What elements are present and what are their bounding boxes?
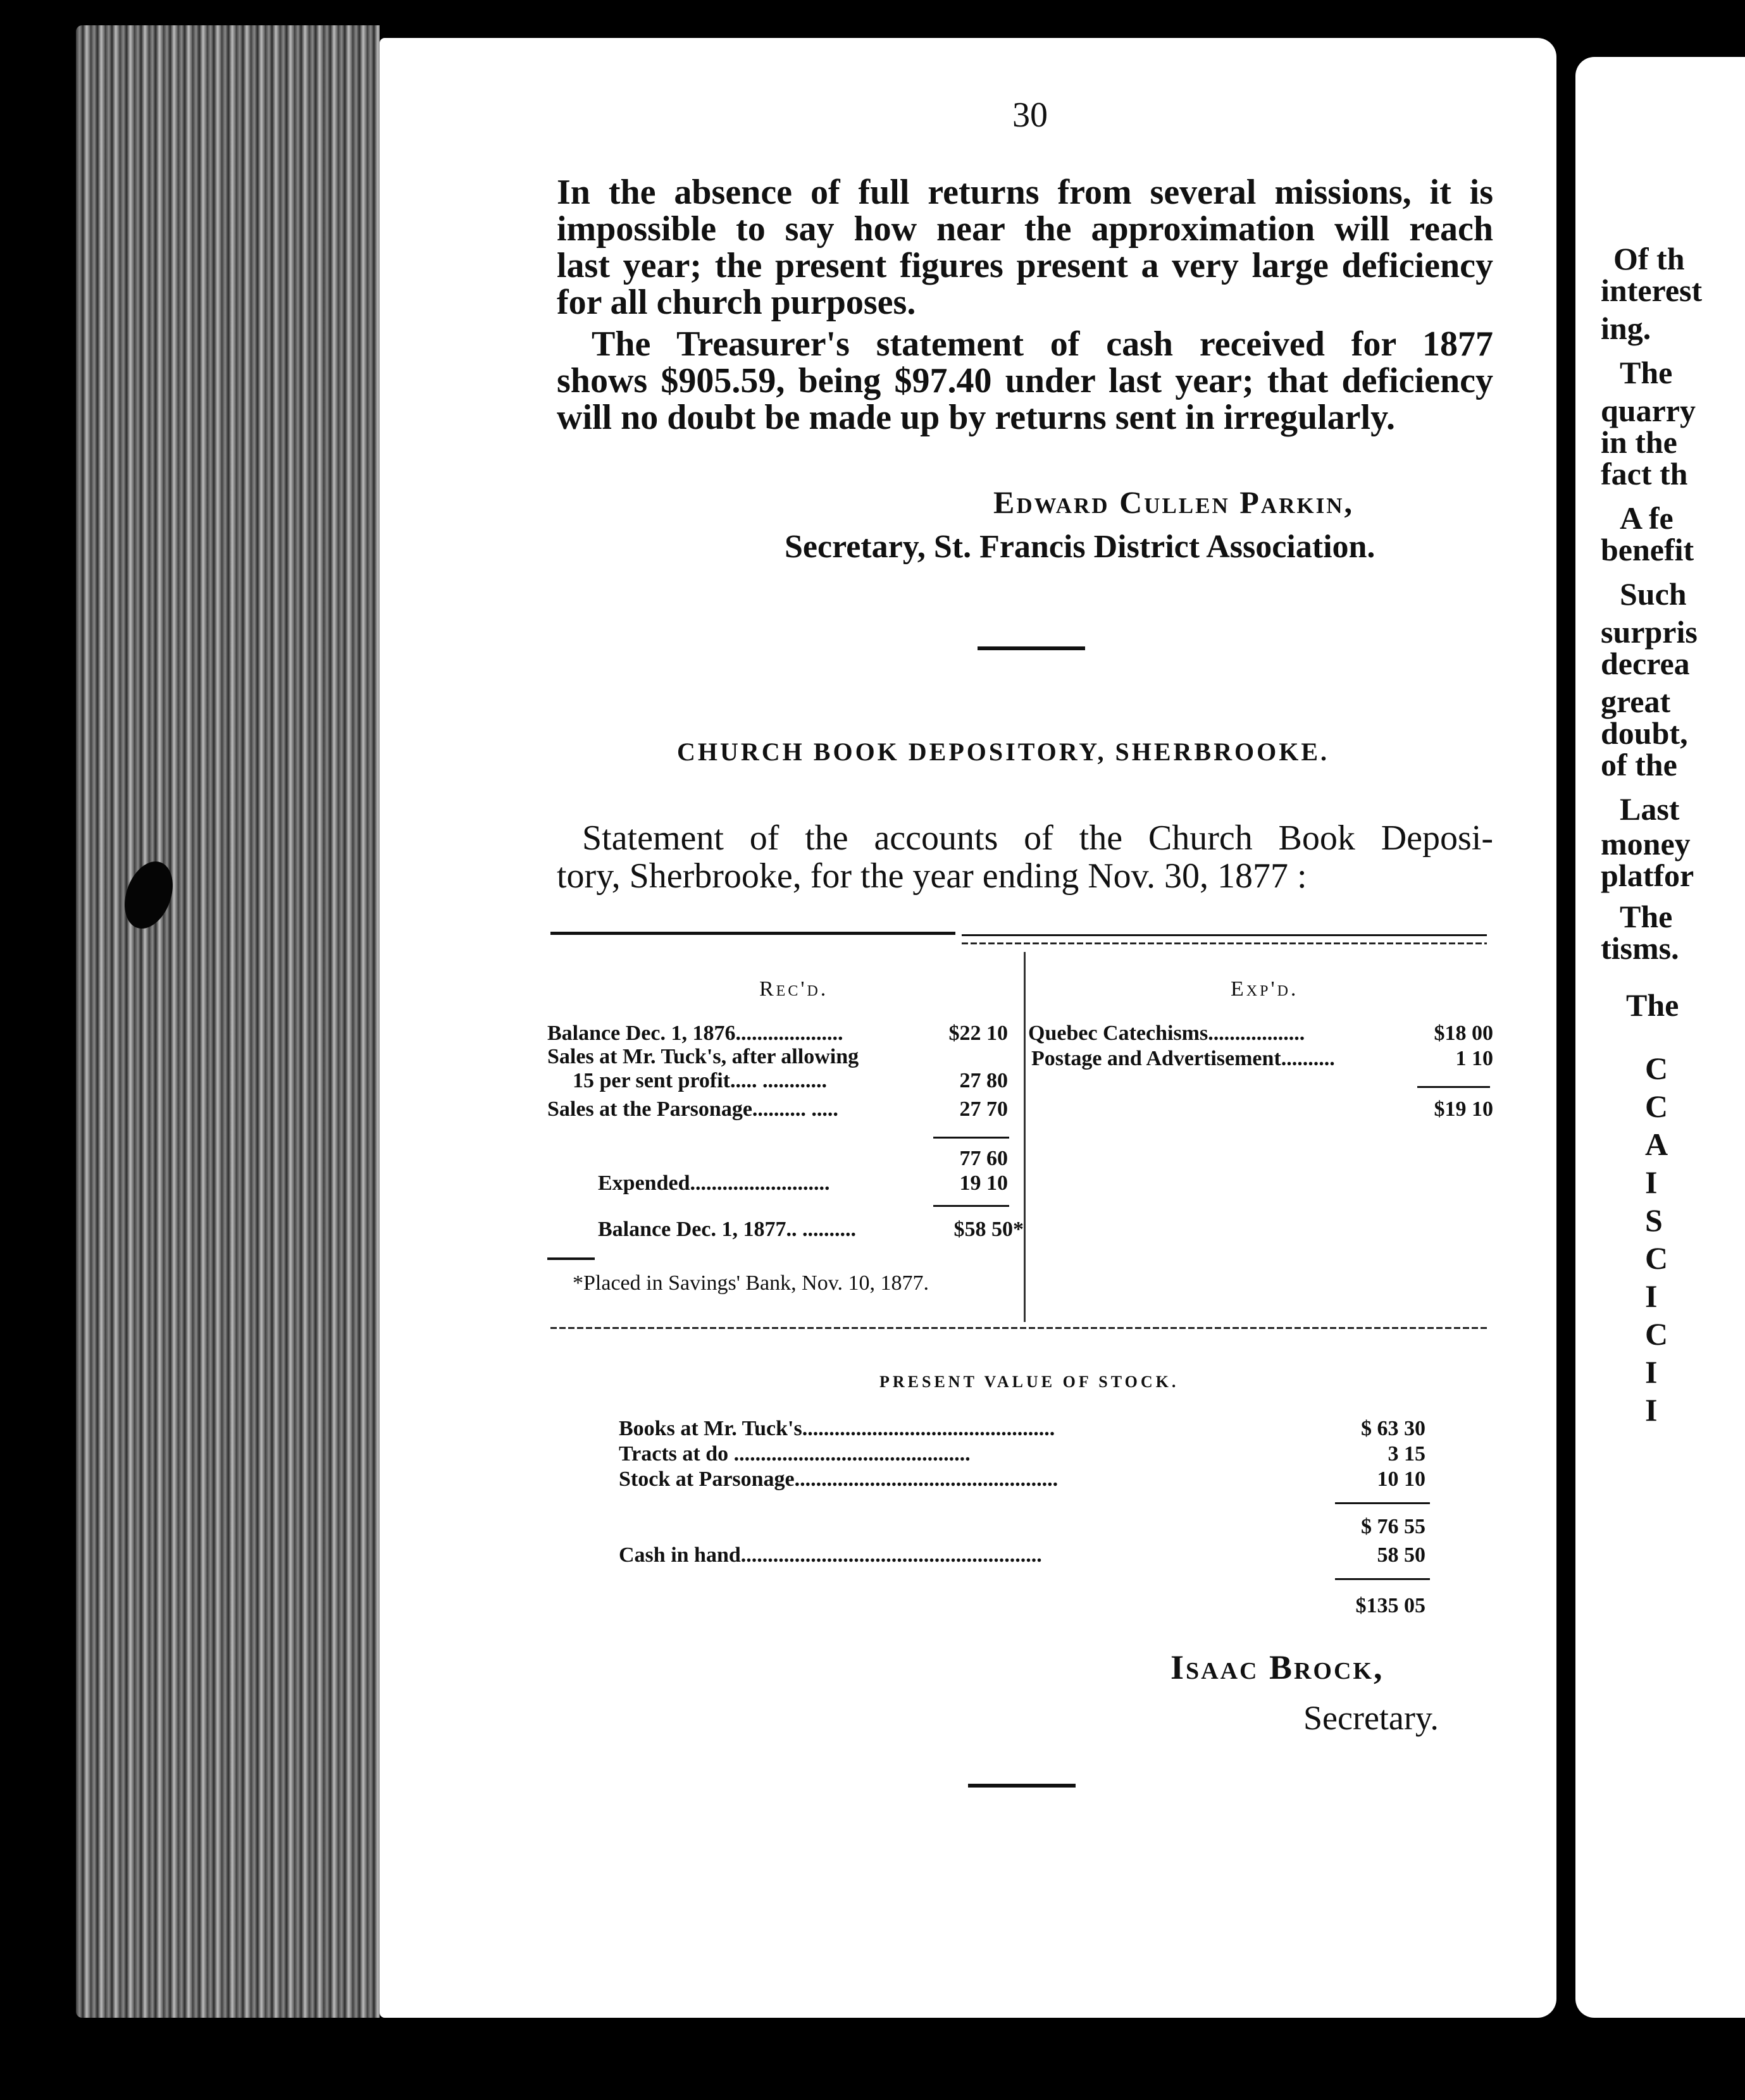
stock-amount: $ 63 30 [1361,1417,1425,1440]
text-line: tory, Sherbrooke, for the year ending Nov. 30, 1877 : [557,856,1307,896]
receipt-label: Sales at Mr. Tuck's, after allowing [547,1045,859,1068]
text-line: last year; the present figures present a very large deficiency [557,246,1493,285]
facing-page-text-fragment: C [1645,1051,1668,1086]
stock-label: Stock at Parsonage................................................. [619,1467,1059,1491]
footnote-rule [547,1257,595,1260]
text-line: The Treasurer's statement of cash received for 1877 [592,324,1493,364]
facing-page-text-fragment: The [1620,355,1673,390]
statement-paragraph [557,819,1493,895]
receipt-amount: 27 70 [959,1097,1008,1121]
stock-label: Tracts at do ............................................ [619,1442,971,1466]
expense-amount: 1 10 [1455,1047,1493,1070]
receipt-label: 15 per sent profit..... ............ [573,1069,828,1092]
facing-page-text-fragment: I [1645,1164,1658,1200]
divider [968,1784,1076,1788]
expense-label: Quebec Catechisms.................. [1028,1022,1305,1045]
facing-page-text-fragment: I [1645,1278,1658,1314]
table-bottom-rule [550,1327,1487,1329]
stock-amount: 3 15 [1388,1442,1425,1466]
facing-page-text-fragment: The [1620,899,1673,934]
facing-page-text-fragment: C [1645,1316,1668,1352]
balance-label: Balance Dec. 1, 1877.. .......... [598,1218,856,1241]
treasurer-paragraph [557,326,1493,436]
signature-title: Secretary. [1303,1699,1439,1737]
expenditures-heading: Exp'd. [1231,977,1299,1001]
sum-rule [933,1205,1009,1207]
signature-name: Edward Cullen Parkin, [993,485,1354,520]
facing-page-text-fragment: I [1645,1354,1658,1390]
facing-page-text-fragment: in the [1601,424,1677,460]
stock-subtotal: $ 76 55 [1361,1515,1425,1538]
book-page-edges [76,25,380,2018]
expense-total: $19 10 [1434,1097,1493,1121]
facing-page-text-fragment: surpris [1601,614,1698,650]
receipt-label: Sales at the Parsonage.......... ..... [547,1097,838,1121]
facing-page-text-fragment: S [1645,1202,1663,1238]
stock-heading: PRESENT VALUE OF STOCK. [879,1373,1179,1391]
stock-total: $135 05 [1355,1594,1425,1617]
text-line: impossible to say how near the approximation will reach [557,209,1493,249]
text-line: for all church purposes. [557,283,916,322]
divider [978,646,1085,650]
cash-amount: 58 50 [1377,1543,1425,1567]
expended-label: Expended.......................... [598,1171,830,1195]
text-line: will no doubt be made up by returns sent in irregularly. [557,398,1395,437]
facing-page [1575,57,1745,2018]
balance-amount: $58 50* [953,1218,1024,1241]
table-top-rule [962,942,1487,944]
text-line: In the absence of full returns from several missions, it is [557,173,1493,212]
facing-page-text-fragment: money [1601,826,1691,862]
facing-page-text-fragment: A fe [1620,500,1674,536]
expense-amount: $18 00 [1434,1022,1493,1045]
facing-page-text-fragment: Of th [1613,241,1685,276]
table-top-rule [962,934,1487,936]
page-number: 30 [1012,96,1048,135]
stock-label: Books at Mr. Tuck's............................................... [619,1417,1055,1440]
facing-page-text-fragment: The [1626,987,1679,1023]
facing-page-text-fragment: Last [1620,791,1680,827]
signature-title: Secretary, St. Francis District Association. [785,529,1376,565]
sum-rule [1335,1502,1430,1504]
text-line: Statement of the accounts of the Church Book Deposi- [582,818,1493,858]
signature-name: Isaac Brock, [1171,1648,1384,1686]
receipt-subtotal: 77 60 [959,1147,1008,1170]
stock-amount: 10 10 [1377,1467,1425,1491]
table-top-rule [550,932,955,935]
facing-page-text-fragment: interest [1601,273,1703,308]
facing-page-text-fragment: quarry [1601,393,1696,428]
facing-page-text-fragment: Such [1620,576,1687,612]
facing-page-text-fragment: tisms. [1601,930,1679,966]
expended-amount: 19 10 [959,1171,1008,1195]
sum-rule [1335,1578,1430,1580]
facing-page-text-fragment: I [1645,1392,1658,1428]
expense-label: Postage and Advertisement.......... [1031,1047,1335,1070]
facing-page-text-fragment: benefit [1601,532,1694,567]
facing-page-text-fragment: C [1645,1240,1668,1276]
facing-page-text-fragment: A [1645,1127,1668,1162]
footnote: *Placed in Savings' Bank, Nov. 10, 1877. [573,1271,929,1295]
facing-page-text-fragment: ing. [1601,311,1651,346]
sum-rule [933,1137,1009,1139]
receipt-amount: $22 10 [948,1022,1008,1045]
receipts-heading: Rec'd. [759,977,829,1001]
facing-page-text-fragment: great [1601,684,1671,719]
intro-paragraph [557,174,1493,321]
receipt-amount: 27 80 [959,1069,1008,1092]
facing-page-text-fragment: of the [1601,747,1677,782]
section-heading: CHURCH BOOK DEPOSITORY, SHERBROOKE. [677,738,1329,766]
facing-page-text-fragment: decrea [1601,646,1690,681]
column-divider [1024,952,1026,1322]
sum-rule [1417,1086,1490,1088]
facing-page-text-fragment: doubt, [1601,715,1688,751]
cash-label: Cash in hand........................................................ [619,1543,1042,1567]
text-line: shows $905.59, being $97.40 under last year; that deficiency [557,361,1493,400]
receipt-label: Balance Dec. 1, 1876.................... [547,1022,843,1045]
facing-page-text-fragment: platfor [1601,858,1694,893]
facing-page-text-fragment: C [1645,1089,1668,1124]
facing-page-text-fragment: fact th [1601,456,1688,491]
